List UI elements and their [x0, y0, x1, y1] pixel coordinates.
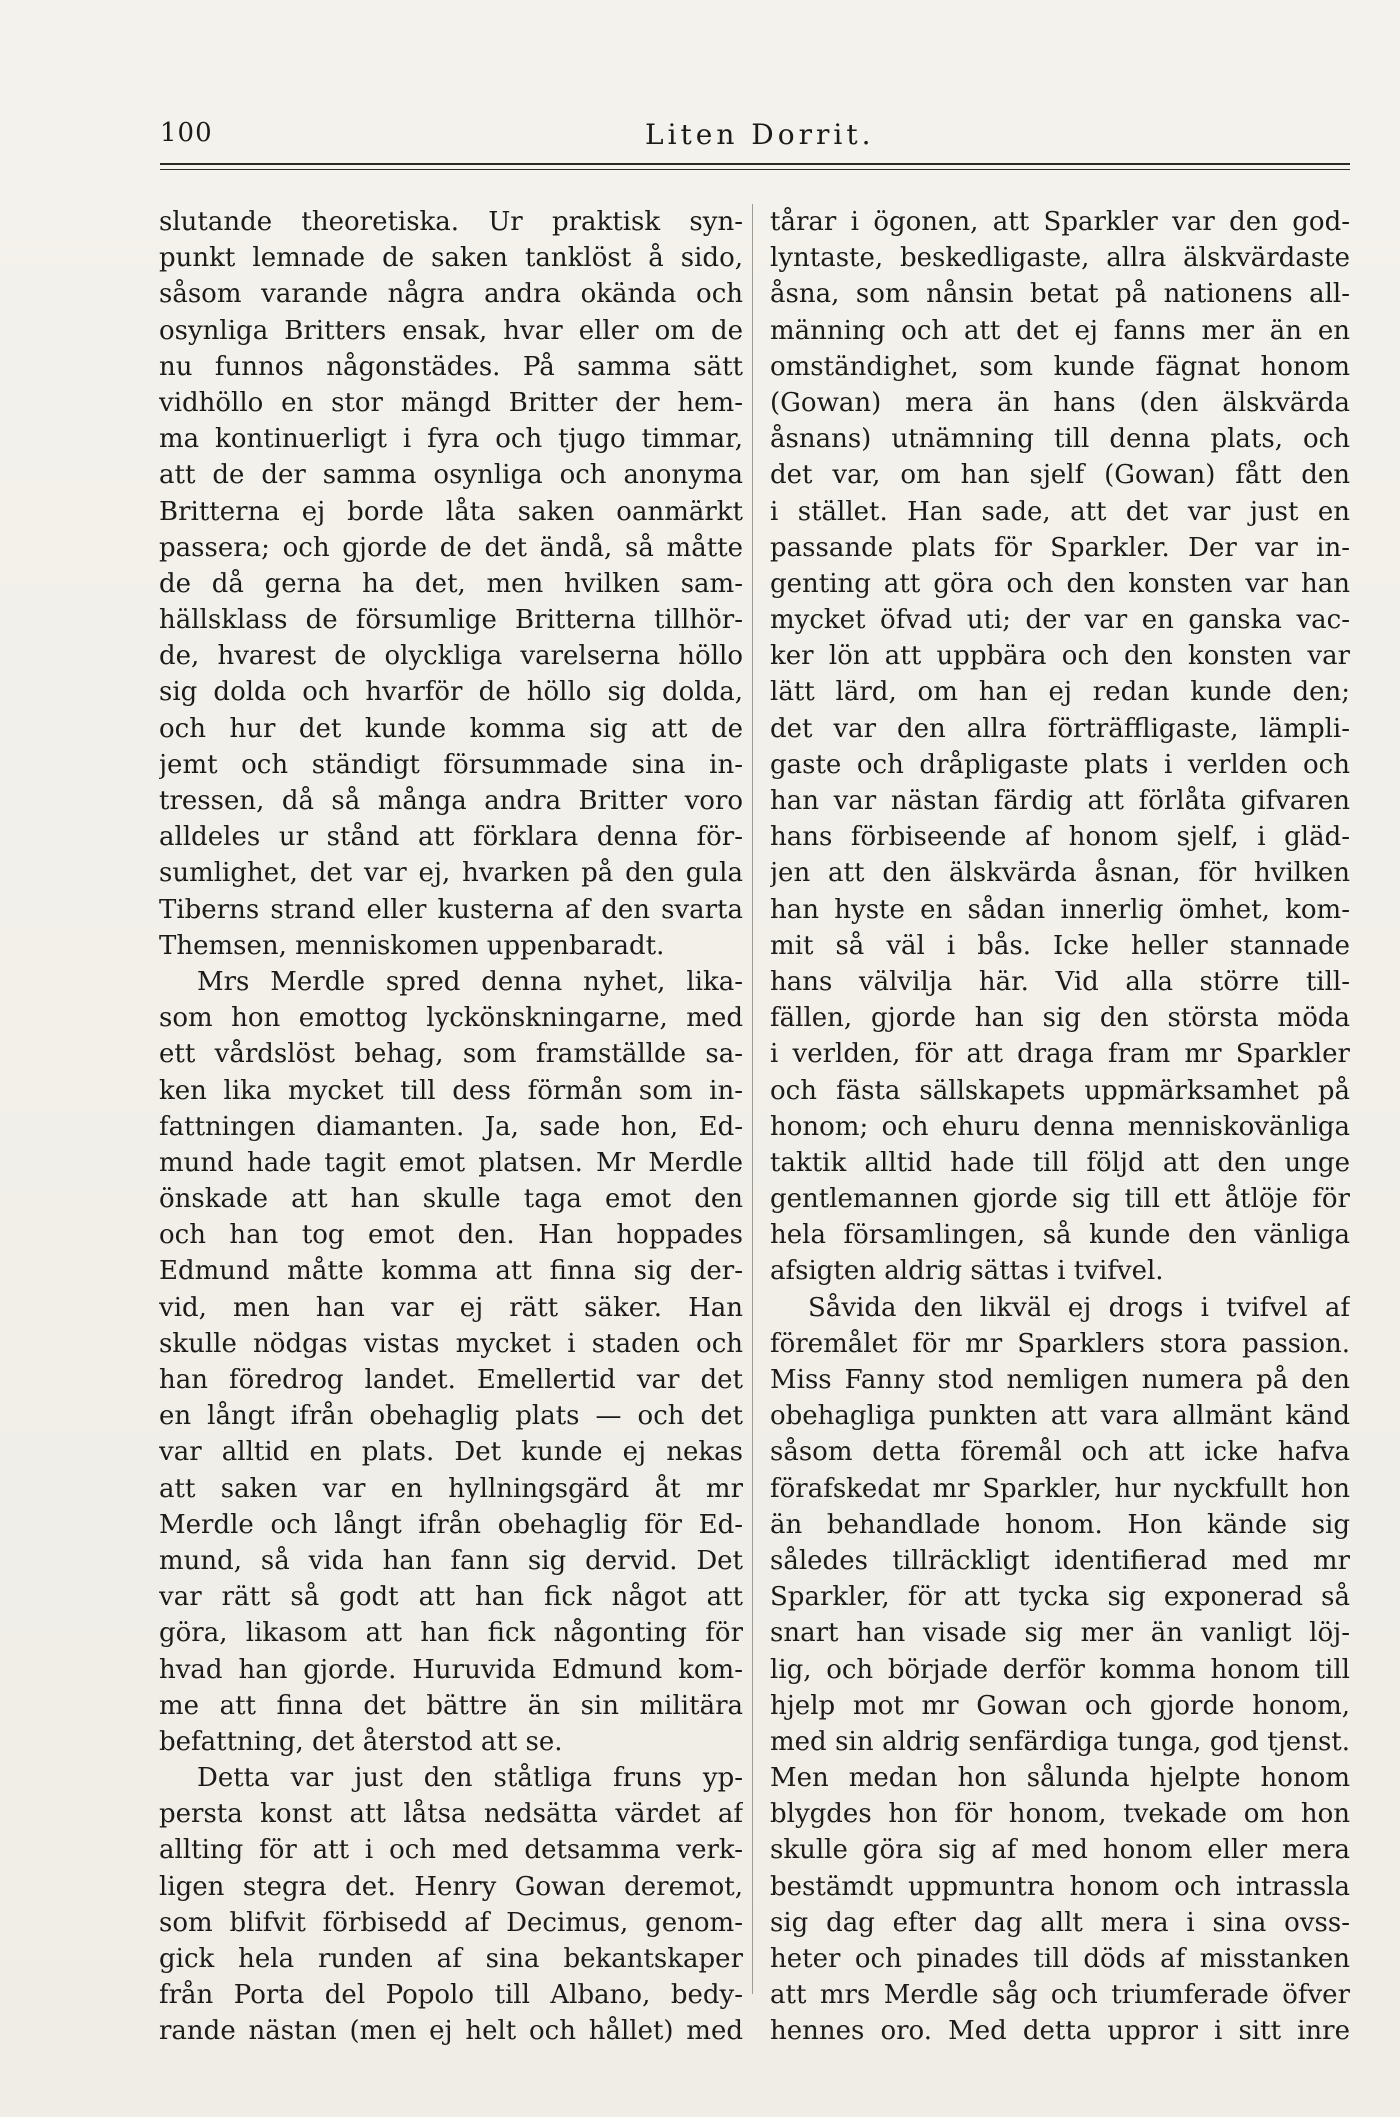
text-line: lig, och började derför komma honom till: [770, 1654, 1350, 1685]
page-header: [160, 118, 1350, 158]
text-line: i stället. Han sade, att det var just en: [770, 496, 1350, 527]
left-text-column: [159, 204, 743, 2050]
text-line: att saken var en hyllningsgärd åt mr: [159, 1473, 743, 1504]
text-line: åsna, som nånsin betat på nationens all-: [770, 279, 1350, 310]
text-line: hans förbiseende af honom sjelf, i gläd-: [770, 822, 1350, 853]
text-line: mit så väl i bås. Icke heller stannade: [770, 930, 1350, 961]
text-line: Edmund måtte komma att finna sig der-: [159, 1256, 743, 1287]
text-line: mund hade tagit emot platsen. Mr Merdle: [159, 1147, 743, 1178]
text-line: Mrs Merdle spred denna nyhet, lika-: [197, 966, 743, 997]
text-line: vid, men han var ej rätt säker. Han: [159, 1292, 743, 1323]
text-line: befattning, det återstod att se.: [159, 1726, 563, 1757]
text-line: gentlemannen gjorde sig till ett åtlöje för: [770, 1184, 1350, 1215]
text-line: Miss Fanny stod nemligen numera på den: [770, 1365, 1350, 1395]
text-line: Detta var just den ståtliga fruns yp-: [197, 1763, 743, 1794]
text-line: de då gerna ha det, men hvilken sam-: [159, 568, 743, 599]
text-line: bestämdt uppmuntra honom och intrassla: [770, 1871, 1350, 1902]
text-line: tårar i ögonen, att Sparkler var den god-: [770, 207, 1350, 237]
text-line: mycket öfvad uti; der var en ganska vac-: [770, 605, 1350, 636]
text-line: lyntaste, beskedligaste, allra älskvärdaste: [770, 243, 1350, 274]
text-line: tressen, då så många andra Britter voro: [159, 786, 743, 816]
text-line: således tillräckligt identifierad med mr: [770, 1545, 1350, 1576]
text-line: jemt och ständigt försummade sina in-: [159, 749, 743, 780]
text-line: hällsklass de försumlige Britterna tillhör-: [159, 605, 743, 636]
text-line: sumlighet, det var ej, hvarken på den gula: [159, 858, 743, 889]
text-line: förafskedat mr Sparkler, hur nyckfullt hon: [770, 1473, 1350, 1504]
text-line: hennes oro. Med detta uppror i sitt inre: [770, 2016, 1350, 2047]
text-line: med sin aldrig senfärdiga tunga, god tjenst.: [770, 1726, 1350, 1757]
header-rule-thick: [160, 163, 1350, 165]
text-line: rande nästan (men ej helt och hållet) med: [159, 2016, 743, 2047]
text-line: Merdle och långt ifrån obehaglig för Ed-: [159, 1509, 743, 1540]
text-line: från Porta del Popolo till Albano, bedy-: [159, 1980, 743, 2011]
text-line: Men medan hon sålunda hjelpte honom: [770, 1763, 1350, 1794]
page-number: 100: [160, 118, 213, 148]
running-title: Liten Dorrit.: [645, 118, 875, 151]
text-line: och hur det kunde komma sig att de: [159, 713, 743, 744]
text-line: Tiberns strand eller kusterna af den svarta: [159, 894, 743, 925]
text-line: han hyste en sådan innerlig ömhet, kom-: [770, 894, 1350, 925]
text-line: göra, likasom att han fick någonting för: [159, 1618, 743, 1649]
text-line: heter och pinades till döds af misstanken: [770, 1944, 1350, 1974]
text-line: männing och att det ej fanns mer än en: [770, 315, 1350, 346]
text-line: Sparkler, för att tycka sig exponerad så: [770, 1582, 1350, 1613]
text-line: såsom detta föremål och att icke hafva: [770, 1437, 1350, 1468]
text-line: hans välvilja här. Vid alla större till-: [770, 966, 1350, 997]
text-line: vidhöllo en stor mängd Britter der hem-: [159, 387, 743, 418]
text-line: allting för att i och med detsamma verk-: [159, 1835, 743, 1866]
text-line: en långt ifrån obehaglig plats — och det: [159, 1401, 743, 1432]
text-line: det var, om han sjelf (Gowan) fått den: [770, 460, 1350, 491]
text-line: ligen stegra det. Henry Gowan deremot,: [159, 1871, 743, 1902]
text-line: persta konst att låtsa nedsätta värdet af: [159, 1799, 743, 1830]
text-line: taktik alltid hade till följd att den unge: [770, 1147, 1350, 1178]
text-line: Såvida den likväl ej drogs i tvifvel af: [808, 1292, 1350, 1323]
text-line: punkt lemnade de saken tanklöst å sido,: [159, 243, 743, 274]
text-line: jen att den älskvärda åsnan, för hvilken: [770, 858, 1350, 889]
text-line: me att finna det bättre än sin militära: [159, 1690, 743, 1721]
text-line: (Gowan) mera än hans (den älskvärda: [770, 387, 1350, 418]
text-line: önskade att han skulle taga emot den: [159, 1184, 743, 1215]
text-line: fällen, gjorde han sig den största möda: [770, 1003, 1350, 1034]
text-line: afsigten aldrig sättas i tvifvel.: [770, 1256, 1164, 1287]
text-line: han föredrog landet. Emellertid var det: [159, 1365, 743, 1395]
text-line: var rätt så godt att han fick något att: [159, 1582, 743, 1613]
text-line: Themsen, menniskomen uppenbaradt.: [159, 930, 665, 961]
text-line: obehagliga punkten att vara allmänt känd: [770, 1401, 1350, 1432]
text-line: honom; och ehuru denna menniskovänliga: [770, 1111, 1350, 1142]
text-line: Britterna ej borde låta saken oanmärkt: [159, 496, 743, 527]
text-line: än behandlade honom. Hon kände sig: [770, 1509, 1350, 1540]
text-line: passera; och gjorde de det ändå, så måtte: [159, 532, 743, 563]
text-line: sig dolda och hvarför de höllo sig dolda,: [159, 677, 743, 708]
text-line: hvad han gjorde. Huruvida Edmund kom-: [159, 1654, 743, 1685]
text-line: blygdes hon för honom, tvekade om hon: [770, 1799, 1350, 1830]
text-line: genting att göra och den konsten var han: [770, 568, 1350, 599]
text-line: skulle nödgas vistas mycket i staden och: [159, 1328, 743, 1359]
text-line: och fästa sällskapets uppmärksamhet på: [770, 1075, 1350, 1106]
text-line: gick hela runden af sina bekantskaper: [159, 1944, 743, 1974]
text-line: som blifvit förbisedd af Decimus, genom-: [159, 1907, 743, 1938]
text-line: ken lika mycket till dess förmån som in-: [159, 1075, 743, 1106]
text-line: omständighet, som kunde fägnat honom: [770, 351, 1350, 382]
text-line: slutande theoretiska. Ur praktisk syn-: [159, 207, 743, 237]
text-line: alldeles ur stånd att förklara denna för-: [159, 822, 743, 853]
text-line: åsnans) utnämning till denna plats, och: [770, 424, 1350, 455]
text-line: och han tog emot den. Han hoppades: [159, 1220, 743, 1251]
column-divider: [752, 204, 753, 1994]
text-line: skulle göra sig af med honom eller mera: [770, 1835, 1350, 1866]
text-line: som hon emottog lyckönskningarne, med: [159, 1003, 743, 1034]
text-line: ett vårdslöst behag, som framställde sa-: [159, 1039, 743, 1070]
text-line: hela församlingen, så kunde den vänliga: [770, 1220, 1350, 1251]
text-line: att mrs Merdle såg och triumferade öfver: [770, 1980, 1350, 2011]
text-line: ker lön att uppbära och den konsten var: [770, 641, 1350, 672]
header-rule-thin: [160, 169, 1350, 170]
text-line: var alltid en plats. Det kunde ej nekas: [159, 1437, 743, 1468]
text-line: föremålet för mr Sparklers stora passion.: [770, 1328, 1350, 1359]
text-line: osynliga Britters ensak, hvar eller om de: [159, 315, 743, 346]
text-line: han var nästan färdig att förlåta gifvaren: [770, 786, 1350, 816]
text-line: fattningen diamanten. Ja, sade hon, Ed-: [159, 1111, 743, 1142]
text-line: lätt lärd, om han ej redan kunde den;: [770, 677, 1350, 708]
text-line: mund, så vida han fann sig dervid. Det: [159, 1545, 743, 1576]
text-line: nu funnos någonstädes. På samma sätt: [159, 351, 743, 382]
text-line: de, hvarest de olyckliga varelserna höllo: [159, 641, 743, 672]
text-line: snart han visade sig mer än vanligt löj-: [770, 1618, 1350, 1649]
text-line: ma kontinuerligt i fyra och tjugo timmar,: [159, 424, 743, 455]
text-line: i verlden, för att draga fram mr Sparkler: [770, 1039, 1350, 1070]
text-line: passande plats för Sparkler. Der var in-: [770, 532, 1350, 563]
text-line: hjelp mot mr Gowan och gjorde honom,: [770, 1690, 1350, 1721]
text-line: sig dag efter dag allt mera i sina ovss-: [770, 1907, 1350, 1938]
text-line: det var den allra förträffligaste, lämpli-: [770, 713, 1350, 744]
text-line: gaste och dråpligaste plats i verlden och: [770, 749, 1350, 780]
text-line: såsom varande några andra okända och: [159, 279, 743, 310]
text-line: att de der samma osynliga och anonyma: [159, 460, 743, 491]
right-text-column: [770, 204, 1350, 2050]
